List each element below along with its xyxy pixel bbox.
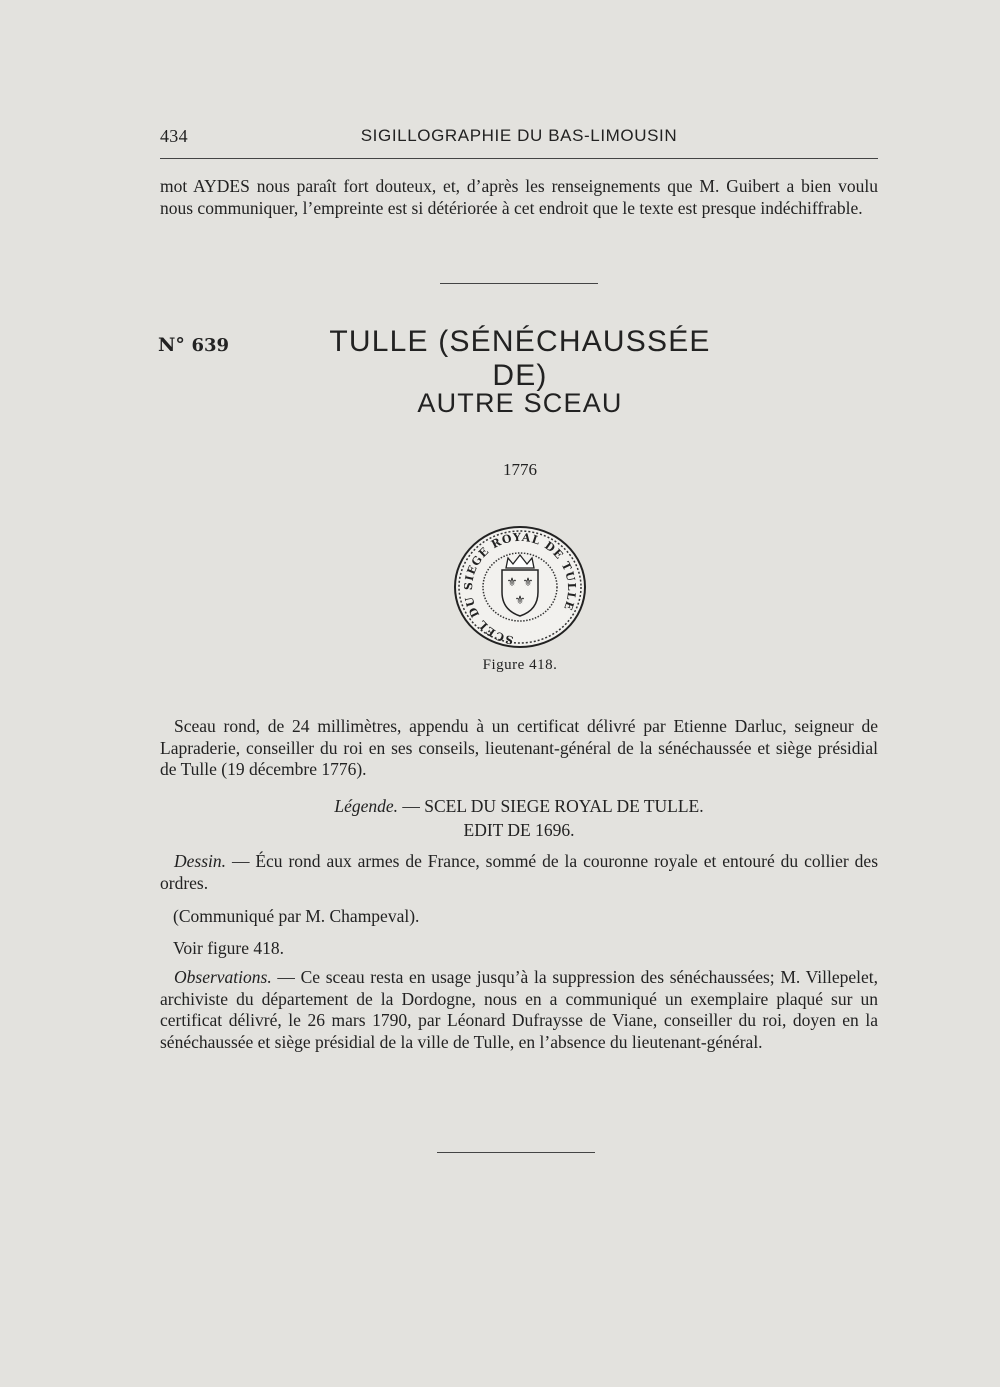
end-divider [437,1152,595,1153]
seal-description: Sceau rond, de 24 millimètres, appendu à un certificat délivré par Etienne Darluc, seigneur de Lapraderie, conseiller du roi en ses conseils, lieutenant-général de la sénéchaussée et siège présidial de Tulle (19 décembre 1776). [160,716,878,779]
dessin-paragraph [160,851,878,894]
dessin-text: — Écu rond aux armes de France, sommé de la couronne royale et entouré du collier des ordres. [160,851,879,893]
legend-label: Légende. [334,796,399,816]
dessin-label: Dessin. [174,851,227,871]
entry-year: 1776 [503,460,537,479]
legend-text: — SCEL DU SIEGE ROYAL DE TULLE. [402,796,704,816]
communique-line: (Communiqué par M. Champeval). [173,906,420,926]
page-number: 434 [160,126,188,146]
observations-label: Observations. [174,967,272,987]
section-divider [440,283,598,284]
svg-text:⚜: ⚜ [514,593,526,607]
legend-line-2: EDIT DE 1696. [463,820,575,840]
svg-text:⚜: ⚜ [506,575,518,589]
observations-text: — Ce sceau resta en usage jusqu’à la suppression des sénéchaussées; M. Villepelet, archiviste du département de la Dordogne, nous en a communiqué un exemplaire plaqué sur un certificat délivré, le 26 mars 1790, par Léonard Dufraysse de Viane, conseiller du roi, doyen en la sénéchaussée et siège présidial de la ville de Tulle, en l’absence du lieutenant-général. [160,967,878,1052]
header-rule [160,158,878,159]
entry-subtitle: AUTRE SCEAU [417,388,623,418]
entry-number-prefix: N° [158,334,185,356]
entry-title: TULLE (SÉNÉCHAUSSÉE DE) [329,325,711,392]
entry-number [158,334,229,356]
entry-number-value: 639 [191,335,230,356]
observations-paragraph [160,967,878,1053]
voir-figure-line: Voir figure 418. [173,938,284,958]
figure-caption: Figure 418. [482,657,558,673]
page-header [160,126,878,150]
running-title: SIGILLOGRAPHIE DU BAS-LIMOUSIN [360,126,678,145]
legend-line-1 [160,796,878,817]
seal-legend-text: SCEL DU SIEGE ROYAL DE TULLE [461,530,579,647]
continuation-paragraph: mot AYDES nous paraît fort douteux, et, d’après les renseignements que M. Guibert a bien voulu nous communiquer, l’empreinte est si détériorée à cet endroit que le texte est presque indéchiffrable. [160,176,878,218]
seal-figure [452,524,588,650]
svg-text:⚜: ⚜ [522,575,534,589]
